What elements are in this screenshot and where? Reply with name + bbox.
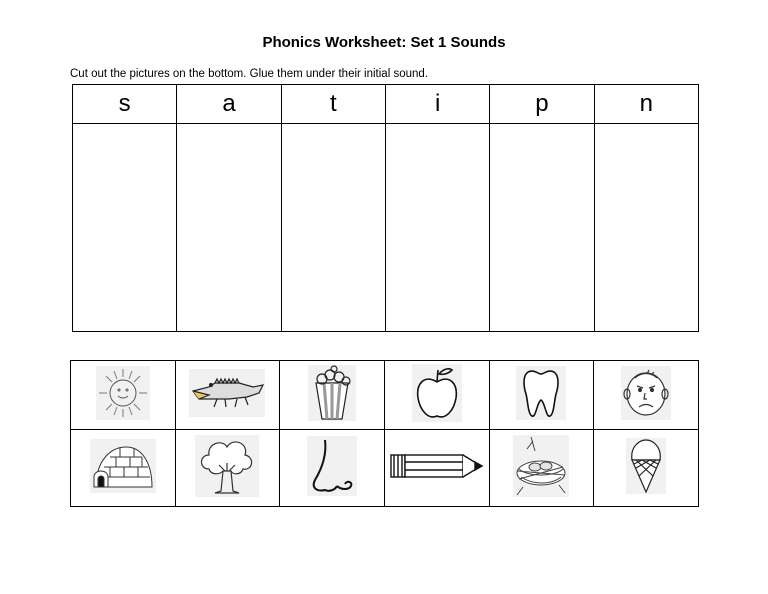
apple-icon <box>412 364 462 422</box>
glue-box-n <box>594 124 698 332</box>
glue-row <box>73 124 699 332</box>
alligator-icon <box>189 369 265 417</box>
picture-cell <box>594 430 699 507</box>
sound-header-a: a <box>177 85 281 124</box>
picture-cell <box>280 430 385 507</box>
sound-header-i: i <box>385 85 489 124</box>
nest-icon <box>513 435 569 497</box>
glue-box-i <box>385 124 489 332</box>
picture-row-2 <box>71 430 699 507</box>
nose-icon <box>307 436 357 496</box>
sound-header-t: t <box>281 85 385 124</box>
ice-cream-icon <box>626 438 666 494</box>
picture-cell <box>71 430 176 507</box>
worksheet-title: Phonics Worksheet: Set 1 Sounds <box>262 34 506 51</box>
picture-cell <box>175 361 280 430</box>
picture-row-1 <box>71 361 699 430</box>
glue-box-t <box>281 124 385 332</box>
picture-cell <box>280 361 385 430</box>
glue-box-a <box>177 124 281 332</box>
picture-cell <box>71 361 176 430</box>
popcorn-icon <box>308 365 356 421</box>
sound-header-row <box>73 85 699 124</box>
igloo-icon <box>90 439 156 493</box>
picture-cell <box>594 361 699 430</box>
pencil-icon <box>389 449 485 483</box>
picture-cell <box>384 430 489 507</box>
sun-icon <box>96 366 150 420</box>
tree-icon <box>195 435 259 497</box>
tooth-icon <box>516 366 566 420</box>
picture-cutout-table <box>70 360 699 507</box>
sad-face-icon <box>621 366 671 420</box>
picture-cell <box>384 361 489 430</box>
glue-box-p <box>490 124 594 332</box>
picture-cell <box>489 430 594 507</box>
sound-header-n: n <box>594 85 698 124</box>
sound-sort-table <box>72 84 699 332</box>
picture-cell <box>175 430 280 507</box>
sound-header-p: p <box>490 85 594 124</box>
picture-cell <box>489 361 594 430</box>
instructions-text: Cut out the pictures on the bottom. Glue them under their initial sound. <box>70 68 428 80</box>
glue-box-s <box>73 124 177 332</box>
sound-header-s: s <box>73 85 177 124</box>
